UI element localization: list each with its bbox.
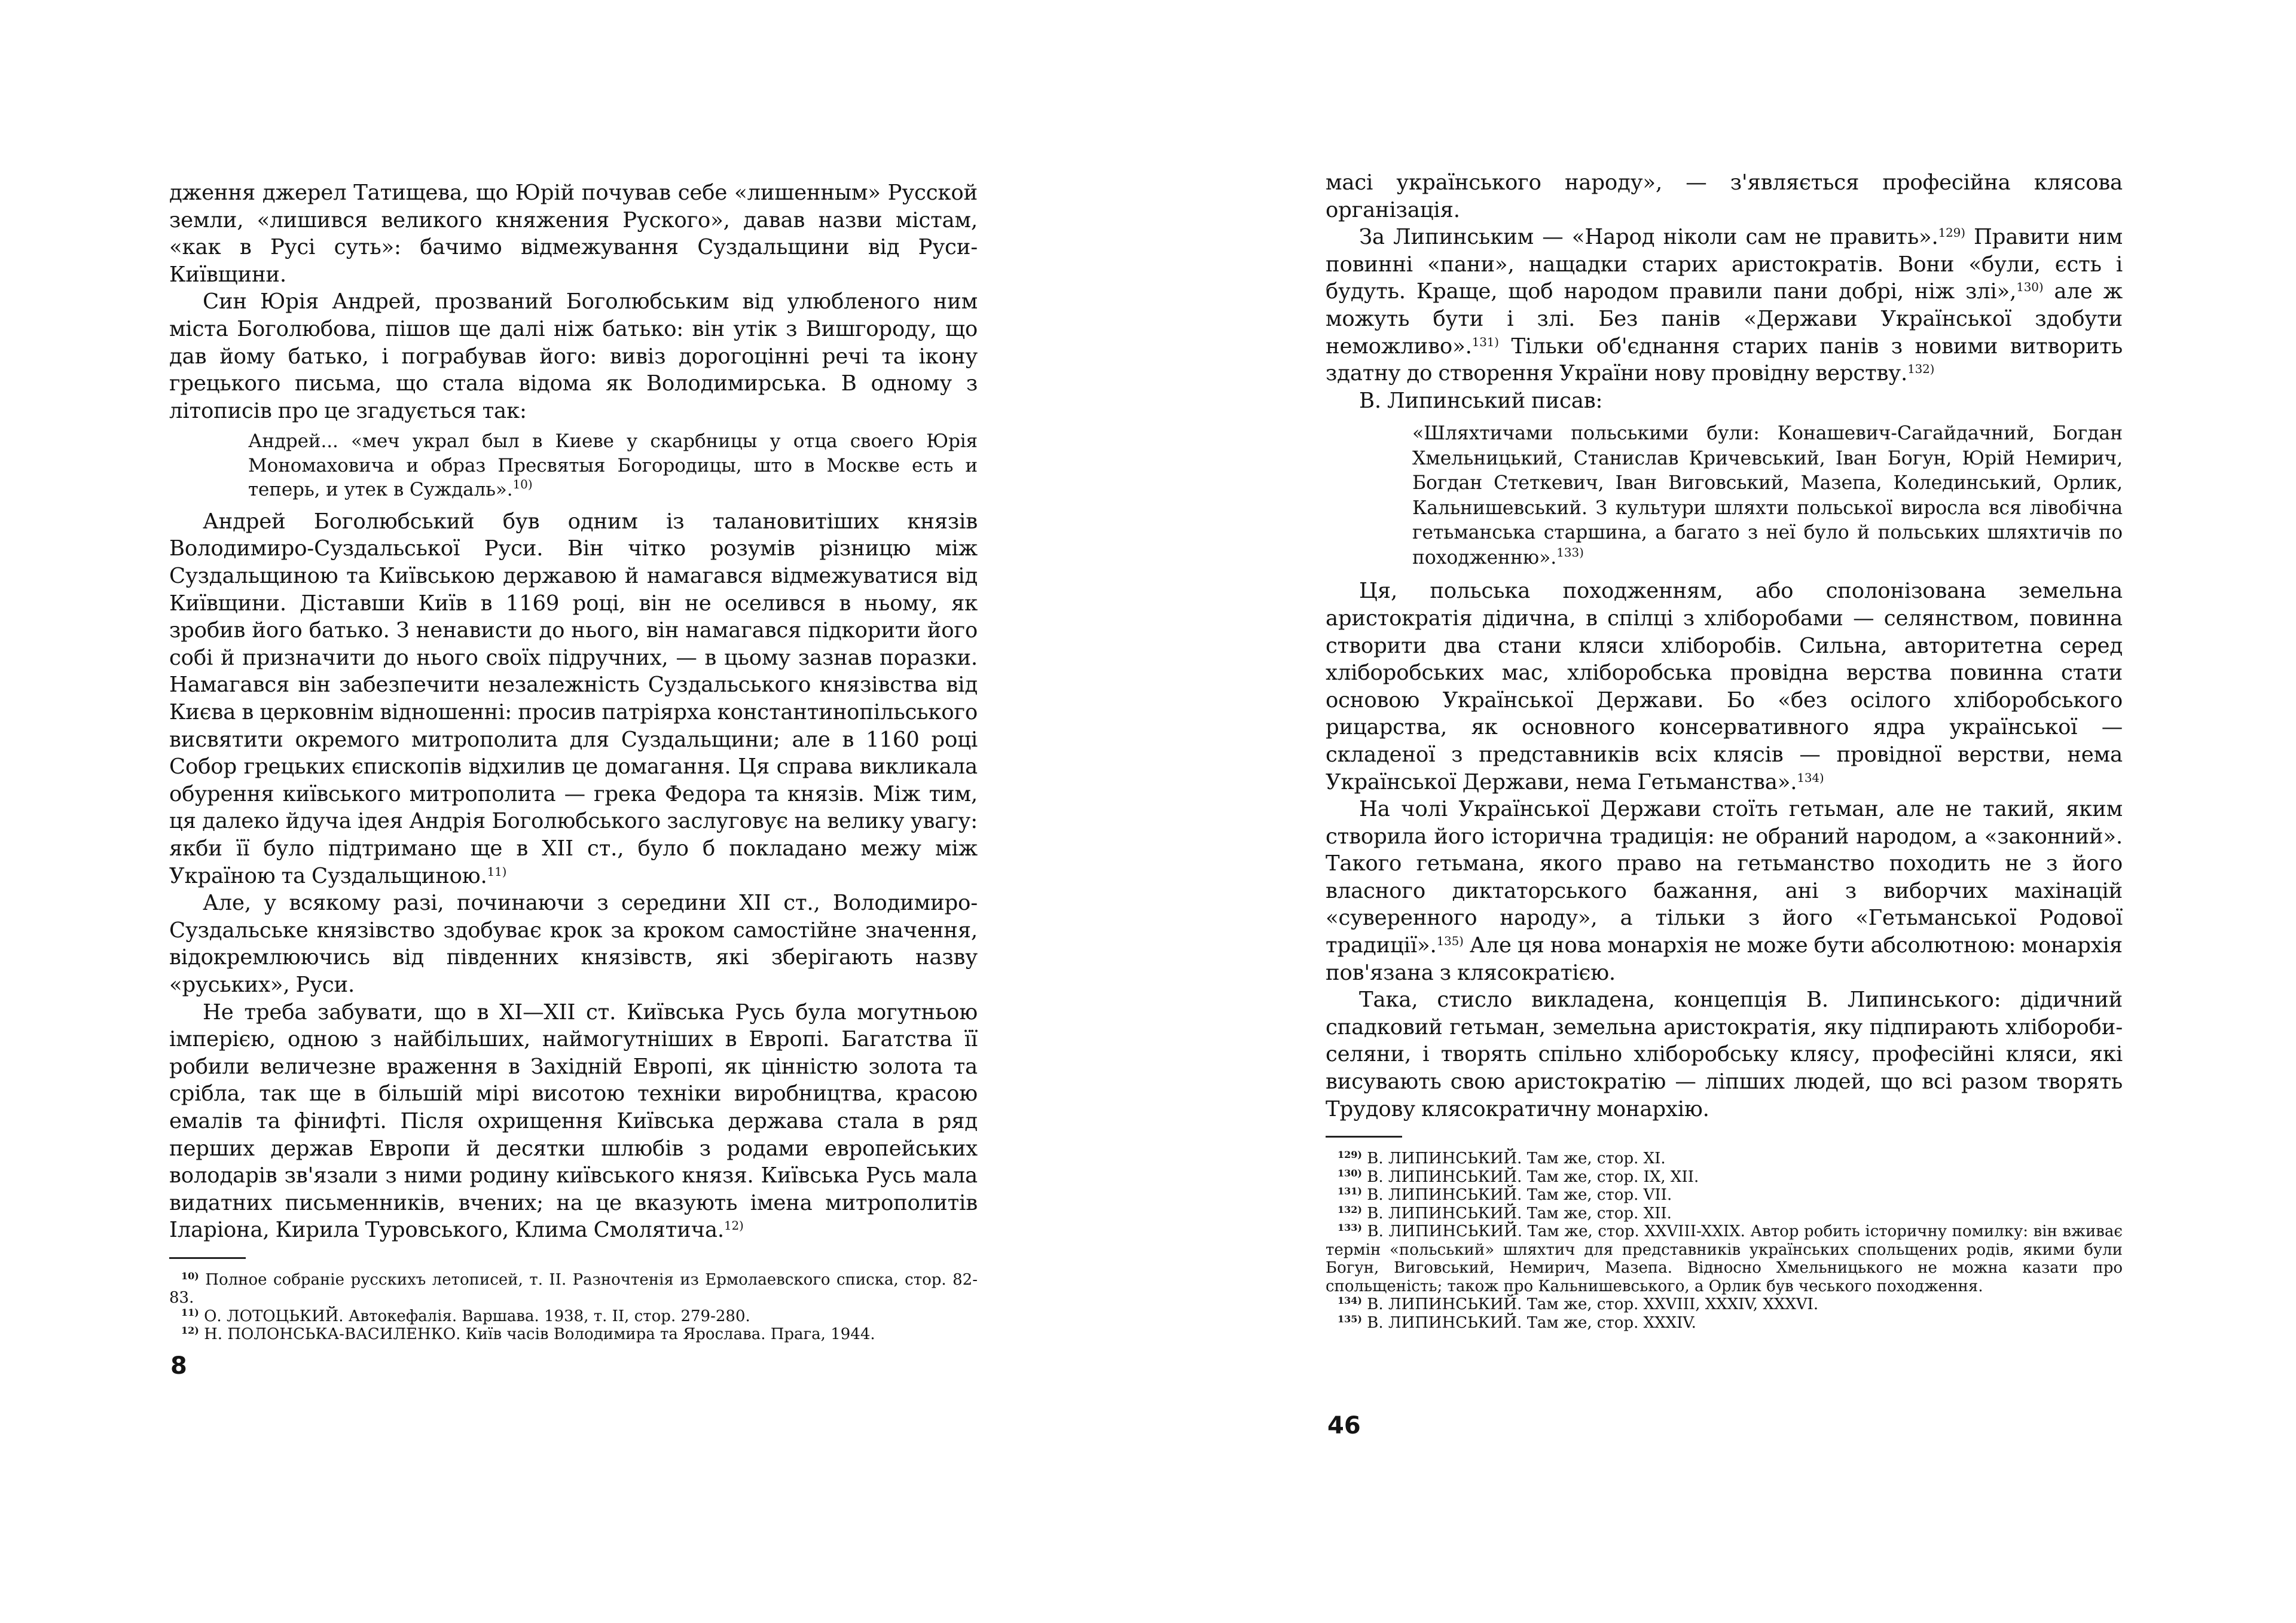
footnotes — [169, 1271, 978, 1344]
footnote-ref: 135) — [1436, 934, 1464, 949]
right-page — [1148, 0, 2296, 1623]
left-page-body-2 — [169, 508, 978, 1244]
footnote: $^{11)}$ О. ЛОТОЦЬКИЙ. Автокефалія. Варшава. 1938, т. II, стор. 279-280. — [181, 1306, 750, 1325]
left-page-column — [169, 179, 978, 1344]
footnote-ref: 133) — [1556, 545, 1584, 560]
paragraph: На чолі Української Держави стоїть гетьман, але не такий, яким створила його історична традиція: не обраний народом, а «законний». Такого гетьмана, якого право на гетьманство походить не з його власного диктаторського бажання, ані з виборчих махінацій «суверенного народу», а тільки з його «Гетьманської Родової традиції».$^{135)}$ Але ця нова монархія не може бути абсолютною: монархія пов'язана з клясократією. — [1326, 797, 2123, 985]
paragraph: дження джерел Татищева, що Юрій почував себе «лишенным» Русской земли, «лишився великого княжения Руского», давав назви містам, «как в Русі суть»: бачимо відмежування Суздальщини від Руси-Київщини. — [169, 181, 978, 287]
footnote: $^{129)}$ В. ЛИПИНСЬКИЙ. Там же, стор. XI. — [1338, 1149, 1666, 1168]
paragraph: За Липинським — «Народ ніколи сам не править».$^{129)}$ Правити ним повинні «пани», нащадки старих аристократів. Вони «були, єсть і будуть. Краще, щоб народом правили пани добрі, ніж злі»,$^{130)}$ але ж можуть бути і злі. Без панів «Держави Української здобути неможливо».$^{131)}$ Тільки об'єднання старих панів з новими витворить здатну до створення України нову провідну верству.$^{132)}$ — [1326, 225, 2123, 386]
quote-text: Андрей... «меч украл был в Киеве у скарбницы у отца своего Юрія Мономаховича и образ Пресвятыя Богородицы, што в Москве есть и теперь, и утек в Суждаль». — [248, 430, 978, 501]
left-page-body — [169, 179, 978, 424]
paragraph: Але, у всякому разі, починаючи з середини XII ст., Володимиро-Суздальське князівство здобуває крок за кроком самостійне значення, відокремлюючись від південних князівств, які зберігають назву «руських», Руси. — [169, 891, 978, 997]
footnote-divider — [1326, 1136, 1402, 1138]
footnote-ref: 129) — [1938, 225, 1965, 240]
footnote: $^{12)}$ Н. ПОЛОНСЬКА-ВАСИЛЕНКО. Київ часів Володимира та Ярослава. Прага, 1944. — [181, 1325, 875, 1344]
page-number: 8 — [170, 1352, 187, 1380]
footnote-ref: 134) — [1797, 770, 1824, 785]
footnote: $^{131)}$ В. ЛИПИНСЬКИЙ. Там же, стор. VII. — [1338, 1185, 1672, 1205]
paragraph: Ця, польська походженням, або сполонізована земельна аристократія дідична, в спілці з хліборобами — селянством, повинна створити два стани кляси хліборобів. Сильна, авторитетна серед хліборобських мас, хліборобська провідна верства повинна стати основою Української Держави. Бо «без осілого хліборобського рицарства, як основного консервативного ядра української — складеної з представників всіх клясів — провідної верстви, нема Української Держави, нема Гетьманства».$^{134)}$ — [1326, 579, 2123, 794]
footnote-ref: 11) — [487, 864, 507, 879]
footnote: $^{134)}$ В. ЛИПИНСЬКИЙ. Там же, стор. XXVIII, XXXIV, XXXVI. — [1338, 1295, 1819, 1314]
paragraph: Не треба забувати, що в XI—XII ст. Київська Русь була могутньою імперією, одною з найбільших, наймогутніших в Европі. Багатства її робили величезне враження в Західній Европі, як цінністю золота та срібла, так ще в більшій мірі висотою техніки виробництва, красою емалів та фінифті. Після охрищення Київська держава стала в ряд перших держав Европи й десятки шлюбів з родами европейських володарів зв'язали з ними родину київського князя. Київська Русь мала видатних письменників, вчених; на це вказують імена митрополитів Іларіона, Кирила Туровського, Клима Смолятича.$^{12)}$ — [169, 1000, 978, 1243]
footnote-ref: 130) — [2016, 280, 2044, 295]
paragraph: масі українського народу», — з'являється професійна клясова організація. — [1326, 170, 2123, 222]
block-quote — [169, 429, 978, 502]
right-page-body — [1326, 169, 2123, 414]
paragraph: Андрей Боголюбський був одним із талановитіших князів Володимиро-Суздальської Руси. Він чітко розумів різницю між Суздальщиною та Київською державою й намагався відмежуватися від Київщини. Діставши Київ в 1169 році, він не оселився в ньому, як зробив його батько. З ненависти до нього, він намагався підкорити його собі й призначити до нього своїх підручних, — в цьому зазнав поразки. Намагався він забезпечити незалежність Суздальського князівства від Києва в церковнім відношенні: просив патріярха константинопільського висвятити окремого митрополита для Суздальщини; але в 1160 році Собор грецьких єпископів відхилив це домагання. Ця справа викликала обурення київського митрополита — грека Федора та князів. Між тим, ця далеко йдуча ідея Андрія Боголюбського заслуговує на велику увагу: якби її було підтримано ще в XII ст., було б покладано межу між Україною та Суздальщиною.$^{11)}$ — [169, 509, 978, 888]
footnote: $^{135)}$ В. ЛИПИНСЬКИЙ. Там же, стор. XXXIV. — [1338, 1313, 1696, 1332]
quote-text: «Шляхтичами польськими були: Конашевич-Сагайдачний, Богдан Хмельницький, Станислав Кричевський, Іван Богун, Юрій Немирич, Богдан Стеткевич, Іван Виговський, Мазепа, Колединський, Орлик, Кальнишевський. З культури шляхти польської виросла вся лівобічна гетьманська старшина, а багато з неї було й польських шляхтичів по походженню». — [1412, 423, 2123, 568]
block-quote — [1326, 421, 2123, 570]
footnote-ref: 12) — [723, 1218, 744, 1233]
paragraph: Син Юрія Андрей, прозваний Боголюбським від улюбленого ним міста Боголюбова, пішов ще далі ніж батько: він утік з Вишгороду, що дав йому батько, і пограбував його: вивіз дорогоцінні речі та ікону грецького письма, що стала відома як Володимирська. В одному з літописів про це згадується так: — [169, 289, 978, 423]
footnote: $^{132)}$ В. ЛИПИНСЬКИЙ. Там же, стор. XII. — [1338, 1203, 1672, 1222]
footnote: $^{130)}$ В. ЛИПИНСЬКИЙ. Там же, стор. IX, XII. — [1338, 1167, 1699, 1186]
right-page-column — [1326, 169, 2123, 1332]
footnotes — [1326, 1150, 2123, 1332]
page-number: 46 — [1327, 1412, 1361, 1439]
paragraph: В. Липинський писав: — [1359, 388, 1603, 413]
footnote-ref: 10) — [512, 477, 533, 492]
paragraph: Така, стисло викладена, концепція В. Липинського: дідичний спадковий гетьман, земельна аристократія, яку підпирають хлібороби-селяни, і творять спільно хліборобську клясу, професійні кляси, які висувають свою аристократію — ліпших людей, що всі разом творять Трудову клясократичну монархію. — [1326, 988, 2123, 1121]
footnote-ref: 131) — [1471, 334, 1499, 349]
footnote-divider — [169, 1257, 246, 1259]
footnote: $^{133)}$ В. ЛИПИНСЬКИЙ. Там же, стор. XXVIII-XXIX. Автор робить історичну помилку: він вживає термін «польський» шляхтич для представників українських спольщених родів, якими були Богун, Виговський, Немирич, Мазепа. Відносно Хмельницького не можна казати про спольщеність; також про Кальнишевського, а Орлик був чеського походження. — [1326, 1222, 2123, 1295]
footnote-ref: 132) — [1907, 362, 1935, 377]
right-page-body-2 — [1326, 577, 2123, 1123]
footnote: $^{10)}$ Полное собраніе русскихъ летописей, т. II. Разночтенія из Ермолаевского списка, стор. 82-83. — [169, 1270, 978, 1307]
